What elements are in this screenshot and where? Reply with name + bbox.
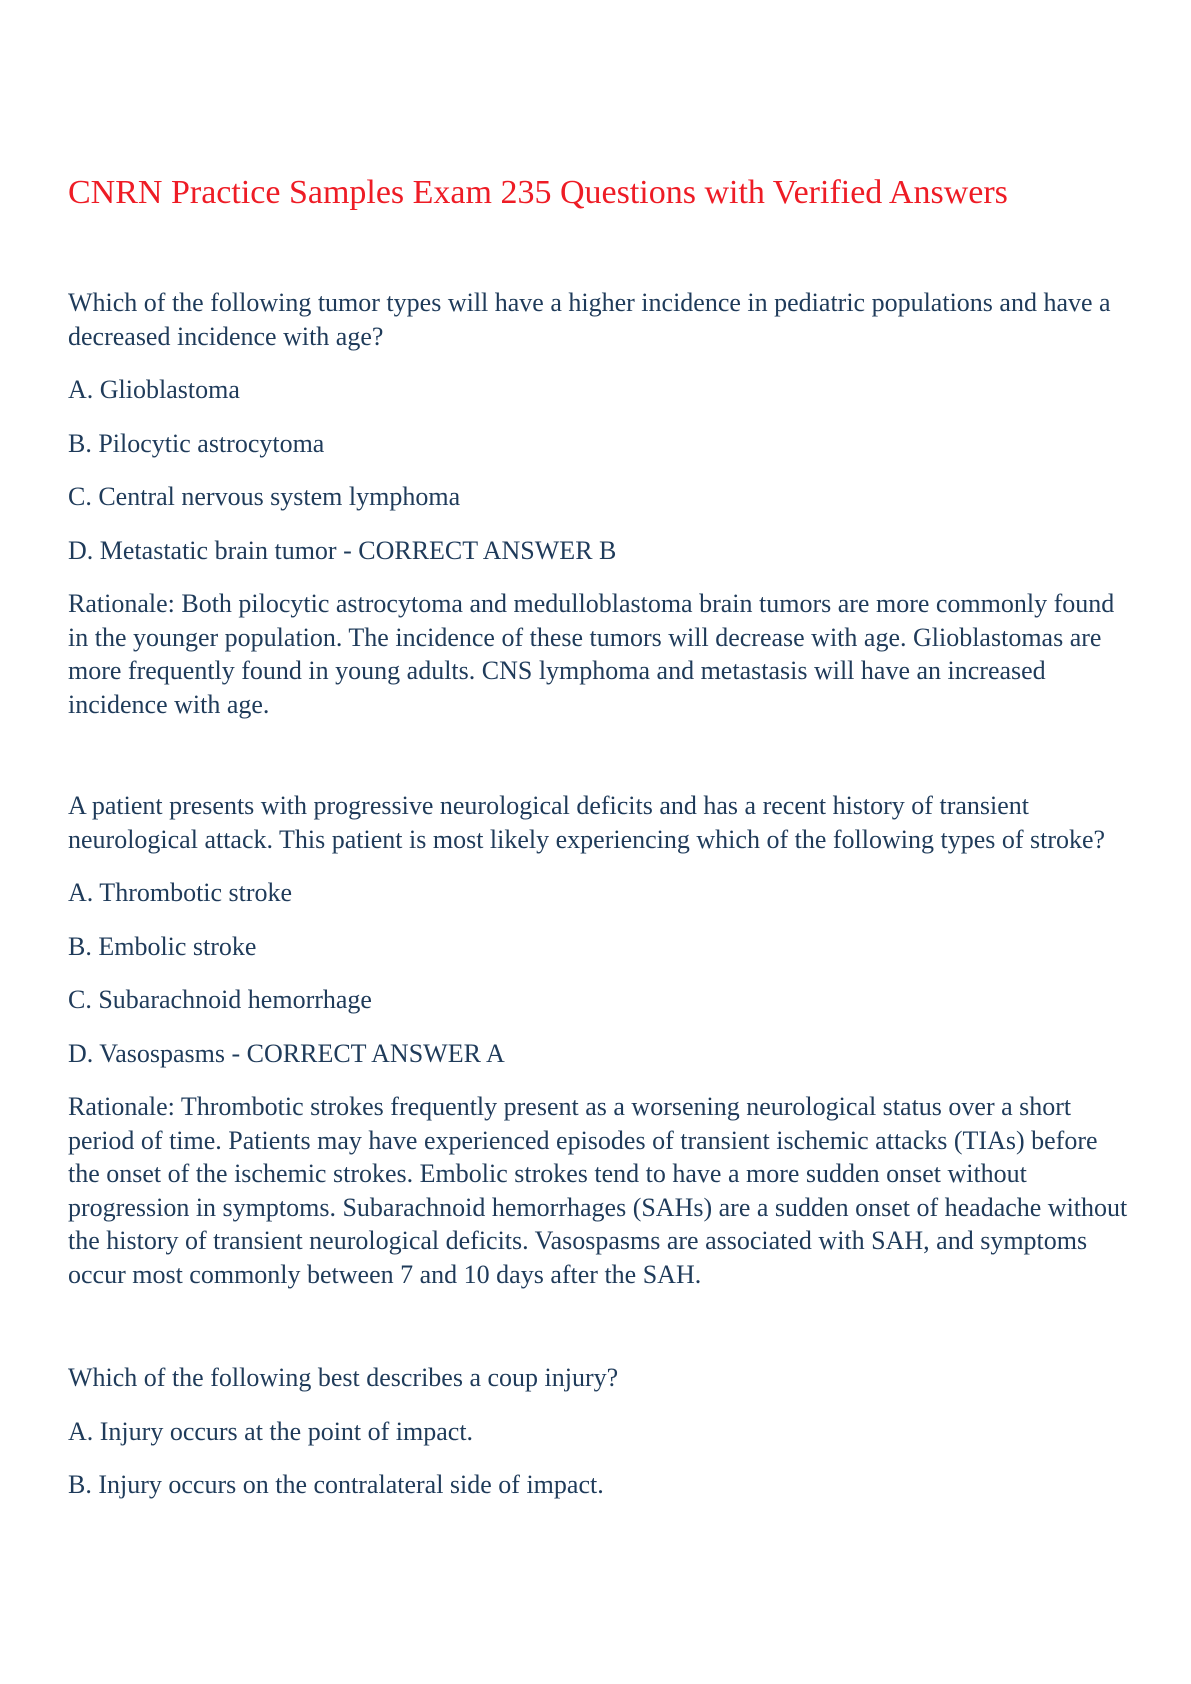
option-d-answer: D. Metastatic brain tumor - CORRECT ANSWER B [68,535,617,565]
option-a: A. Thrombotic stroke [68,878,293,907]
spacer [68,1291,1133,1361]
question-text: Which of the following tumor types will have a higher incidence in pediatric populations and have a decreased incidence with age? [68,288,1111,351]
spacer [68,721,1133,789]
option-b: B. Pilocytic astrocytoma [68,428,325,458]
rationale: Rationale: Both pilocytic astrocytoma and medulloblastoma brain tumors are more commonly found in the younger population. The incidence of these tumors will decrease with age. Glioblastomas are more frequently found in young adults. CNS lymphoma and metastasis will have an increased incidence with age. [68,589,1115,719]
document-page [68,172,1133,1522]
question-1 [68,286,1133,721]
option-a: A. Injury occurs at the point of impact. [68,1416,474,1446]
option-c: C. Subarachnoid hemorrhage [68,985,372,1014]
option-b: B. Embolic stroke [68,931,257,961]
option-c: C. Central nervous system lymphoma [68,482,461,511]
question-text: Which of the following best describes a coup injury? [68,1363,619,1392]
option-b: B. Injury occurs on the contralateral side of impact. [68,1470,604,1499]
page-title: CNRN Practice Samples Exam 235 Questions with Verified Answers [68,174,1008,211]
option-d-answer: D. Vasospasms - CORRECT ANSWER A [68,1038,505,1068]
option-a: A. Glioblastoma [68,375,240,404]
question-2 [68,789,1133,1291]
rationale: Rationale: Thrombotic strokes frequently present as a worsening neurological status over a short period of time. Patients may have experienced episodes of transient ischemic attacks (TIAs) before the onset of the ischemic strokes. Embolic strokes tend to have a more sudden onset without progression in symptoms. Subarachnoid hemorrhages (SAHs) are a sudden onset of headache without the history of transient neurological deficits. Vasospasms are associated with SAH, and symptoms occur most commonly between 7 and 10 days after the SAH. [68,1092,1128,1289]
question-text: A patient presents with progressive neurological deficits and has a recent history of transient neurological attack. This patient is most likely experiencing which of the following types of stroke? [68,791,1106,854]
question-3 [68,1361,1133,1502]
